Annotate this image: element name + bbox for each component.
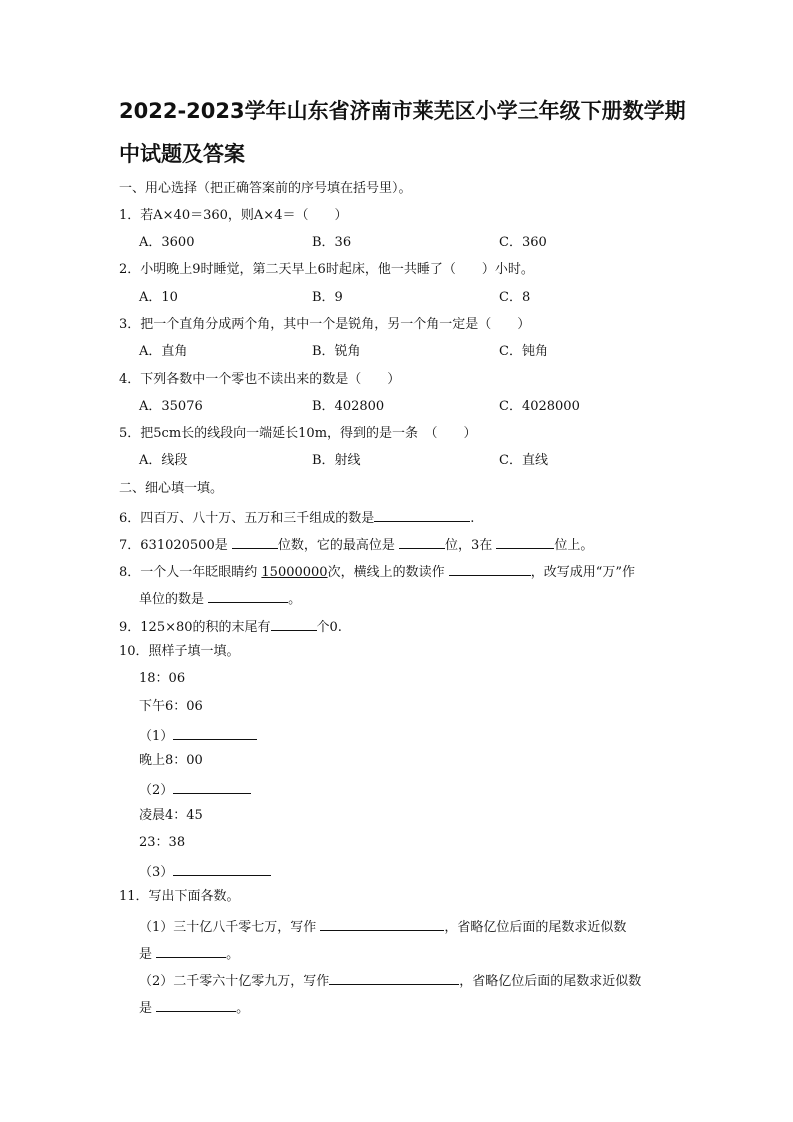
question-1-option-b: B．36	[312, 235, 352, 250]
section-1-heading: 一、用心选择（把正确答案前的序号填在括号里）。	[119, 181, 412, 196]
question-10-item-3	[139, 862, 271, 881]
question-9-blank[interactable]	[271, 617, 317, 631]
question-10-item-3-blank[interactable]	[173, 862, 271, 876]
question-8	[119, 562, 635, 581]
question-1: 1．若A×40＝360，则A×4＝（ ）	[119, 208, 348, 223]
question-7-text-c: 位，3在	[444, 538, 497, 553]
question-11-part-1-line-2	[139, 944, 239, 963]
question-8-text-b: 次，横线上的数读作	[327, 565, 449, 580]
question-11-part-2-line-2	[139, 998, 249, 1017]
question-11-part-2-blank-1[interactable]	[329, 971, 459, 985]
question-2-option-b: B．9	[312, 290, 343, 305]
question-4-option-a: A．35076	[139, 399, 203, 414]
question-11-part-1-text-d: 。	[226, 947, 240, 962]
question-7	[119, 535, 593, 554]
question-7-blank-3[interactable]	[496, 535, 554, 549]
question-8-blank-1[interactable]	[449, 562, 531, 576]
question-10-time-3: 凌晨4：45	[139, 808, 203, 823]
section-2-heading: 二、细心填一填。	[119, 481, 224, 496]
question-9-text-b: 个0.	[316, 620, 342, 635]
question-2: 2．小明晚上9时睡觉，第二天早上6时起床，他一共睡了（ ）小时。	[119, 262, 534, 277]
question-8-number: 15000000	[261, 565, 328, 580]
question-11-part-1-text-c: 是	[139, 947, 157, 962]
document-title-line-1: 2022-2023学年山东省济南市莱芜区小学三年级下册数学期	[119, 99, 686, 123]
question-9	[119, 617, 342, 636]
question-7-blank-1[interactable]	[232, 535, 278, 549]
question-10-example-answer: 下午6：06	[139, 699, 203, 714]
question-6-end: .	[470, 511, 475, 526]
question-8-line-2	[139, 589, 301, 608]
document-title-line-2: 中试题及答案	[119, 142, 245, 166]
question-11-part-2	[139, 971, 641, 990]
question-4-option-b: B．402800	[312, 399, 385, 414]
question-10-example-time: 18：06	[139, 671, 186, 686]
question-7-text-d: 位上。	[554, 538, 594, 553]
question-10-item-1	[139, 726, 257, 745]
question-10-item-3-label: （3）	[139, 865, 174, 880]
question-6	[119, 508, 474, 527]
question-10-item-2	[139, 780, 251, 799]
question-8-blank-2[interactable]	[208, 589, 288, 603]
question-11-part-2-text-d: 。	[236, 1001, 250, 1016]
question-8-text-a: 8．一个人一年眨眼睛约	[119, 565, 262, 580]
question-11-heading: 11．写出下面各数。	[119, 889, 240, 904]
question-10-item-1-blank[interactable]	[173, 726, 257, 740]
question-3-option-b: B．锐角	[312, 344, 361, 359]
question-2-option-a: A．10	[139, 290, 178, 305]
question-11-part-2-blank-2[interactable]	[156, 998, 236, 1012]
question-8-text-c: ，改写成用“万”作	[530, 565, 636, 580]
question-10-item-2-blank[interactable]	[173, 780, 251, 794]
question-11-part-1-text-a: （1）三十亿八千零七万，写作	[139, 920, 321, 935]
question-11-part-2-text-c: 是	[139, 1001, 157, 1016]
question-8-text-e: 。	[288, 592, 302, 607]
question-5-option-b: B．射线	[312, 453, 361, 468]
question-5: 5．把5cm长的线段向一端延长10m，得到的是一条 （ ）	[119, 426, 477, 441]
question-4-option-c: C．4028000	[499, 399, 580, 414]
question-11-part-2-text-b: ，省略亿位后面的尾数求近似数	[459, 974, 642, 989]
question-10-heading: 10．照样子填一填。	[119, 644, 240, 659]
question-6-text: 6．四百万、八十万、五万和三千组成的数是	[119, 511, 375, 526]
question-11-part-1	[139, 917, 626, 936]
question-7-text-b: 位数，它的最高位是	[277, 538, 399, 553]
question-5-option-a: A．线段	[139, 453, 188, 468]
question-4: 4．下列各数中一个零也不读出来的数是（ ）	[119, 372, 401, 387]
question-1-option-a: A．3600	[139, 235, 195, 250]
question-11-part-1-blank-2[interactable]	[156, 944, 226, 958]
question-10-item-1-label: （1）	[139, 729, 174, 744]
question-3-option-a: A．直角	[139, 344, 188, 359]
question-7-text-a: 7．631020500是	[119, 538, 232, 553]
question-5-option-c: C．直线	[499, 453, 548, 468]
question-10-time-4: 23：38	[139, 835, 186, 850]
question-1-option-c: C．360	[499, 235, 547, 250]
question-7-blank-2[interactable]	[399, 535, 445, 549]
question-9-text-a: 9．125×80的积的末尾有	[119, 620, 271, 635]
question-8-text-d: 单位的数是	[139, 592, 209, 607]
question-11-part-1-blank-1[interactable]	[320, 917, 444, 931]
question-11-part-1-text-b: ，省略亿位后面的尾数求近似数	[444, 920, 627, 935]
question-3: 3．把一个直角分成两个角，其中一个是锐角，另一个角一定是（ ）	[119, 317, 531, 332]
question-10-item-2-label: （2）	[139, 783, 174, 798]
question-2-option-c: C．8	[499, 290, 531, 305]
question-6-answer-blank[interactable]	[374, 508, 470, 522]
question-3-option-c: C．钝角	[499, 344, 548, 359]
question-11-part-2-text-a: （2）二千零六十亿零九万，写作	[139, 974, 330, 989]
question-10-time-2: 晚上8：00	[139, 753, 203, 768]
